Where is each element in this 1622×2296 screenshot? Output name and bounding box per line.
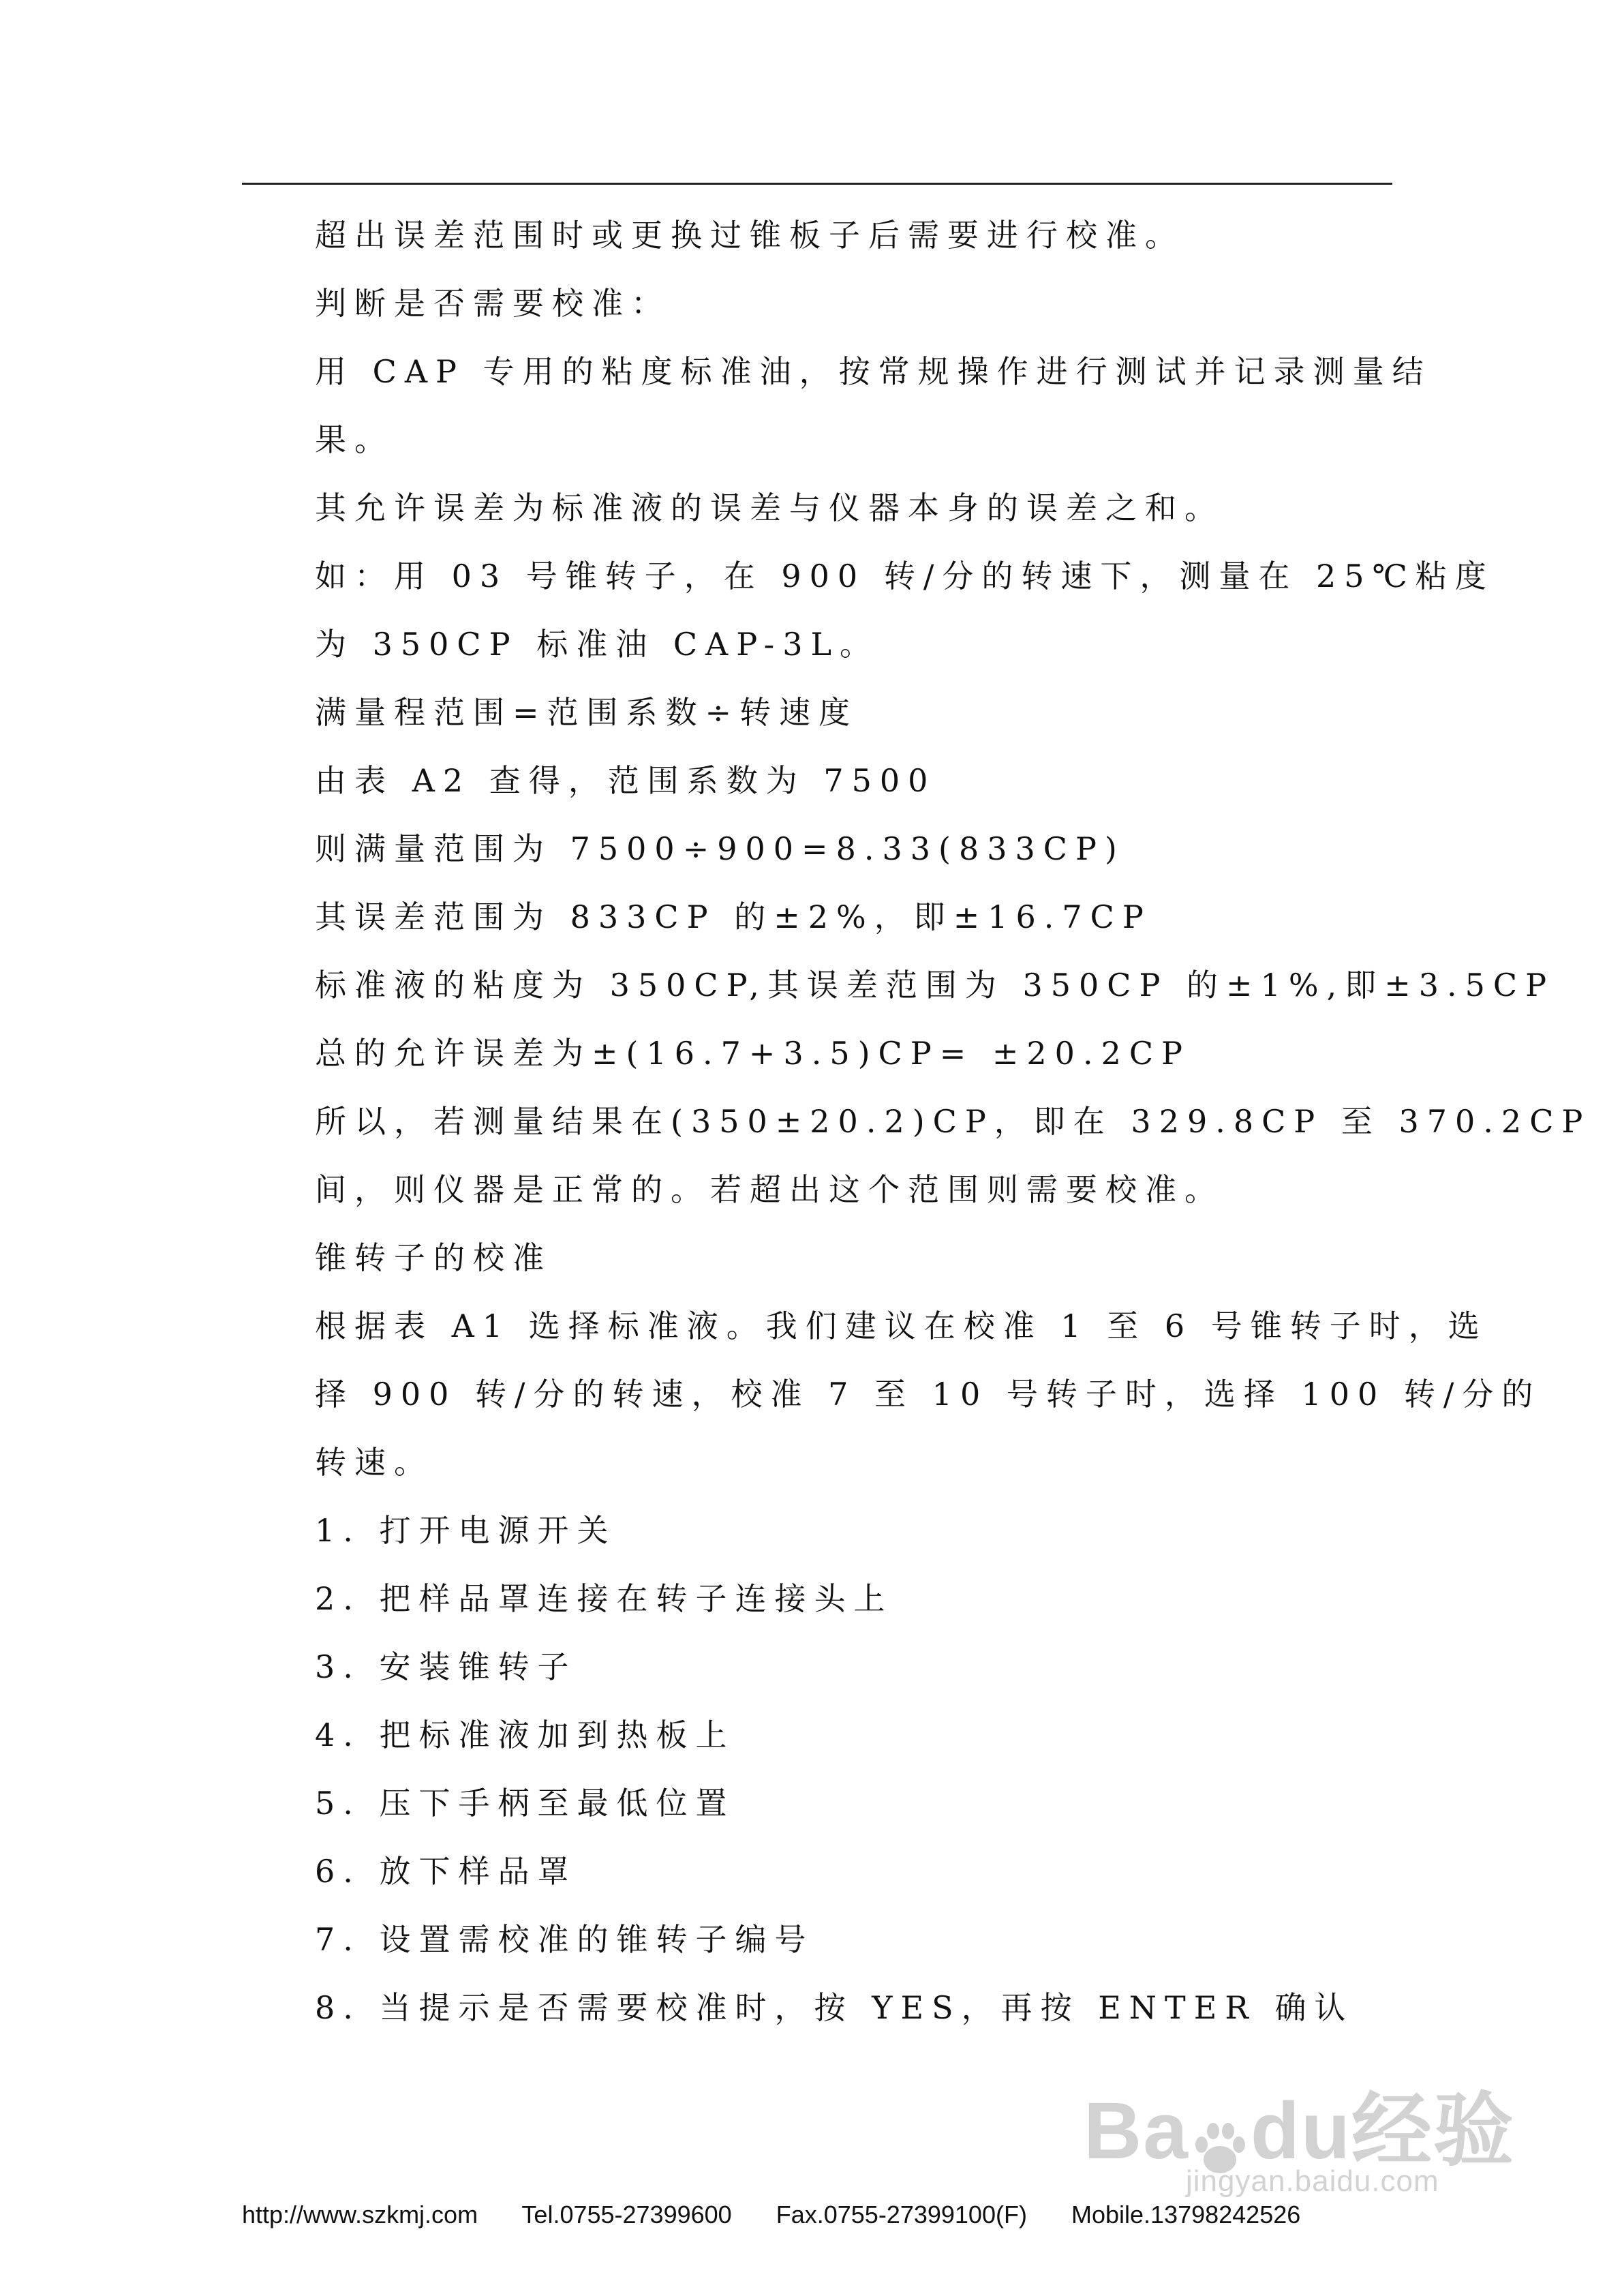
text-line: 根据表 A1 选择标准液。我们建议在校准 1 至 6 号锥转子时，选 (315, 1308, 1488, 1344)
step-item: 1. 打开电源开关 (315, 1512, 617, 1549)
text-line: 由表 A2 查得，范围系数为 7500 (315, 762, 936, 799)
text-line: 如：用 03 号锥转子，在 900 转/分的转速下，测量在 25℃粘度 (315, 558, 1495, 594)
text-line: 间，则仪器是正常的。若超出这个范围则需要校准。 (315, 1171, 1224, 1208)
step-item: 7. 设置需校准的锥转子编号 (315, 1921, 814, 1958)
step-item: 3. 安装锥转子 (315, 1648, 577, 1685)
baidu-jingyan-watermark (1084, 2038, 1615, 2209)
step-item: 2. 把样品罩连接在转子连接头上 (315, 1580, 893, 1617)
text-line: 判断是否需要校准： (315, 285, 671, 322)
text-line: 其误差范围为 833CP 的±2%，即±16.7CP (315, 898, 1152, 935)
text-line: 转速。 (315, 1444, 433, 1481)
text-line: 其允许误差为标准液的误差与仪器本身的误差之和。 (315, 489, 1224, 526)
text-line: 所以，若测量结果在(350±20.2)CP，即在 329.8CP 至 370.2CP (315, 1103, 1591, 1140)
step-item: 8. 当提示是否需要校准时，按 YES，再按 ENTER 确认 (315, 1989, 1354, 2026)
watermark-url: jingyan.baidu.com (1186, 2164, 1439, 2198)
step-item: 6. 放下样品罩 (315, 1853, 577, 1890)
watermark-logo-text-before: Ba (1084, 2086, 1189, 2176)
baidu-paw-icon (1189, 2106, 1251, 2168)
step-item: 4. 把标准液加到热板上 (315, 1717, 735, 1753)
text-line: 用 CAP 专用的粘度标准油，按常规操作进行测试并记录测量结 (315, 353, 1432, 390)
document-body (315, 201, 1591, 2042)
footer-website: http://www.szkmj.com (242, 2201, 478, 2229)
step-item: 5. 压下手柄至最低位置 (315, 1785, 735, 1822)
text-line: 总的允许误差为±(16.7+3.5)CP= ±20.2CP (315, 1035, 1191, 1072)
footer-tel: Tel.0755-27399600 (521, 2201, 732, 2229)
page-footer (242, 2201, 1401, 2229)
section-heading: 锥转子的校准 (315, 1239, 552, 1276)
footer-fax: Fax.0755-27399100(F) (776, 2201, 1027, 2229)
text-line: 为 350CP 标准油 CAP-3L。 (315, 626, 880, 663)
footer-mobile: Mobile.13798242526 (1071, 2201, 1301, 2229)
text-line: 超出误差范围时或更换过锥板子后需要进行校准。 (315, 217, 1184, 254)
watermark-logo-text-after: du经验 (1250, 2086, 1516, 2176)
text-line: 择 900 转/分的转速，校准 7 至 10 号转子时，选择 100 转/分的 (315, 1376, 1542, 1413)
text-line: 满量程范围=范围系数÷转速度 (315, 694, 859, 731)
text-line: 标准液的粘度为 350CP,其误差范围为 350CP 的±1%,即±3.5CP (315, 967, 1555, 1003)
text-line: 则满量范围为 7500÷900=8.33(833CP) (315, 830, 1125, 867)
header-rule (242, 183, 1392, 185)
text-line: 果。 (315, 421, 394, 458)
